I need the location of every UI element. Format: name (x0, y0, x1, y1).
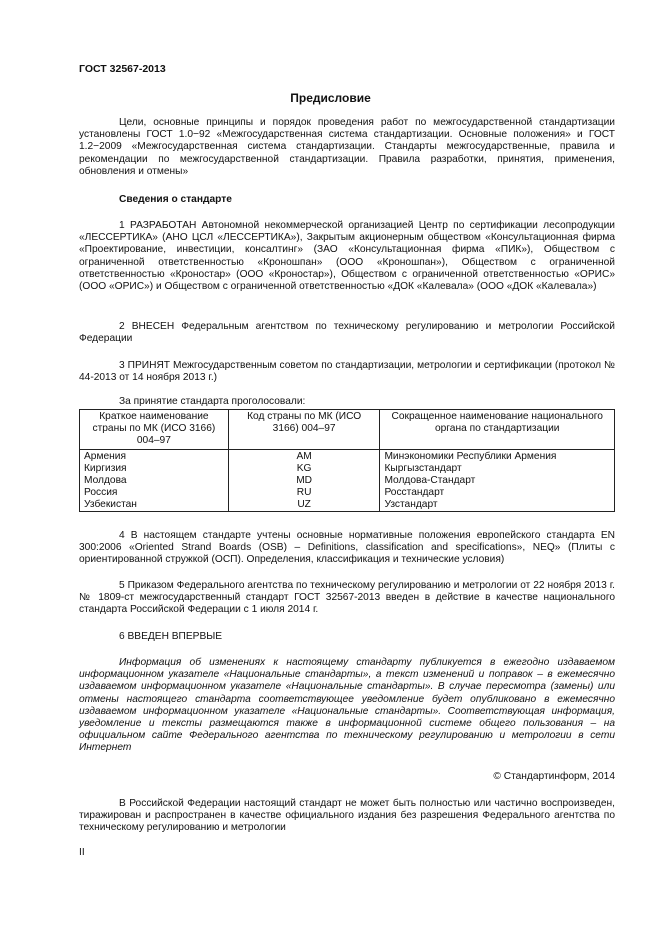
table-cell-body: Кыргызстандарт (380, 463, 615, 475)
table-row (80, 499, 615, 512)
table-header-cell: Код страны по МК (ИСО 3166) 004–97 (228, 410, 380, 450)
info-paragraph (79, 657, 615, 755)
table-cell-body: Молдова-Стандарт (380, 475, 615, 487)
table-cell-country: Молдова (80, 475, 229, 487)
item-2-text: 2 ВНЕСЕН Федеральным агентством по техническому регулированию и метрологии Российской Федерации (79, 321, 615, 345)
notice-text: В Российской Федерации настоящий стандарт не может быть полностью или частично воспроизведен, тиражирован и распространен в качестве официального издания без разрешения Федерального агентства по техническому регулированию и метрологии (79, 798, 615, 834)
item-2-paragraph (79, 321, 615, 345)
table-cell-code: UZ (228, 499, 380, 512)
item-3-paragraph (79, 360, 615, 384)
table-header-cell: Сокращенное наименование национального органа по стандартизации (380, 410, 615, 450)
table-cell-country: Киргизия (80, 463, 229, 475)
document-header: ГОСТ 32567-2013 (79, 63, 166, 75)
item-5-paragraph (79, 580, 615, 617)
voting-table (79, 409, 615, 512)
item-6-text: 6 ВВЕДЕН ВПЕРВЫЕ (119, 631, 223, 642)
table-cell-country: Армения (80, 450, 229, 464)
table-cell-body: Минэкономики Республики Армения (380, 450, 615, 464)
copyright-line: © Стандартинформ, 2014 (493, 771, 615, 782)
table-row (80, 463, 615, 475)
table-cell-country: Узбекистан (80, 499, 229, 512)
item-5-text: 5 Приказом Федерального агентства по техническому регулированию и метрологии от 22 ноября 2013 г. № 1809-ст межгосударственный стандарт ГОСТ 32567-2013 введен в действие в качестве национального стандарта Российской Федерации с 1 июля 2014 г. (79, 580, 615, 616)
item-4-paragraph (79, 530, 615, 567)
section-subtitle: Сведения о стандарте (119, 194, 232, 205)
table-header-row (80, 410, 615, 450)
table-cell-code: MD (228, 475, 380, 487)
item-1-paragraph (79, 220, 615, 293)
table-cell-body: Росстандарт (380, 487, 615, 499)
table-cell-body: Узстандарт (380, 499, 615, 512)
notice-paragraph (79, 798, 615, 835)
item-6-paragraph (79, 631, 615, 643)
table-header-cell: Краткое наименование страны по МК (ИСО 3166) 004–97 (80, 410, 229, 450)
intro-paragraph (79, 117, 615, 178)
item-4-text: 4 В настоящем стандарте учтены основные нормативные положения европейского стандарта EN 300:2006 «Oriented Strand Boards (OSB) – Definitions, classification and specifications», NEQ» (Плиты с ориентированной стружкой (ОСП). Определения, классификация и технические условия) (79, 530, 615, 566)
table-row (80, 487, 615, 499)
info-text: Информация об изменениях к настоящему стандарту публикуется в ежегодно издаваемом информационном указателе «Национальные стандарты», а текст изменений и поправок – в ежемесячно издаваемом информационном указателе «Национальные стандарты». В случае пересмотра (замены) или отмены настоящего стандарта соответствующее уведомление будет опубликовано в ежемесячно издаваемом информационном указателе «Национальные стандарты». Соответствующая информация, уведомление и тексты размещаются также в информационной системе общего пользования – на официальном сайте Федерального агентства по техническому регулированию и метрологии в сети Интернет (79, 657, 615, 754)
page-number: II (79, 847, 85, 858)
table-cell-country: Россия (80, 487, 229, 499)
table-row (80, 450, 615, 464)
item-3-text: 3 ПРИНЯТ Межгосударственным советом по стандартизации, метрологии и сертификации (протокол № 44-2013 от 14 ноября 2013 г.) (79, 360, 615, 384)
table-caption: За принятие стандарта проголосовали: (119, 396, 306, 407)
item-1-text: 1 РАЗРАБОТАН Автономной некоммерческой организацией Центр по сертификации лесопродукции «ЛЕССЕРТИКА» (АНО ЦСЛ «ЛЕССЕРТИКА»), Закрытым акционерным обществом «Консультационная фирма «Проектирование, инвестиции, консалтинг» (ЗАО «Консультационная фирма «ПИК»), Обществом с ограниченной ответственностью «Кроношпан» (ООО «Кроношпан»), Обществом с ограниченной ответственностью «Кроностар» (ООО «Кроностар»), Обществом с ограниченной ответственностью «ОРИС» (ООО «ОРИС») и Обществом с ограниченной ответственностью «ДОК «Калевала» (ООО «ДОК «Калевала») (79, 220, 615, 293)
table-cell-code: AM (228, 450, 380, 464)
page-title: Предисловие (290, 91, 371, 105)
table-row (80, 475, 615, 487)
table-cell-code: RU (228, 487, 380, 499)
table-cell-code: KG (228, 463, 380, 475)
intro-text: Цели, основные принципы и порядок проведения работ по межгосударственной стандартизации установлены ГОСТ 1.0−92 «Межгосударственная система стандартизации. Основные положения» и ГОСТ 1.2−2009 «Межгосударственная система стандартизации. Стандарты межгосударственные, правила и рекомендации по межгосударственной стандартизации. Правила разработки, принятия, применения, обновления и отмены» (79, 117, 615, 177)
